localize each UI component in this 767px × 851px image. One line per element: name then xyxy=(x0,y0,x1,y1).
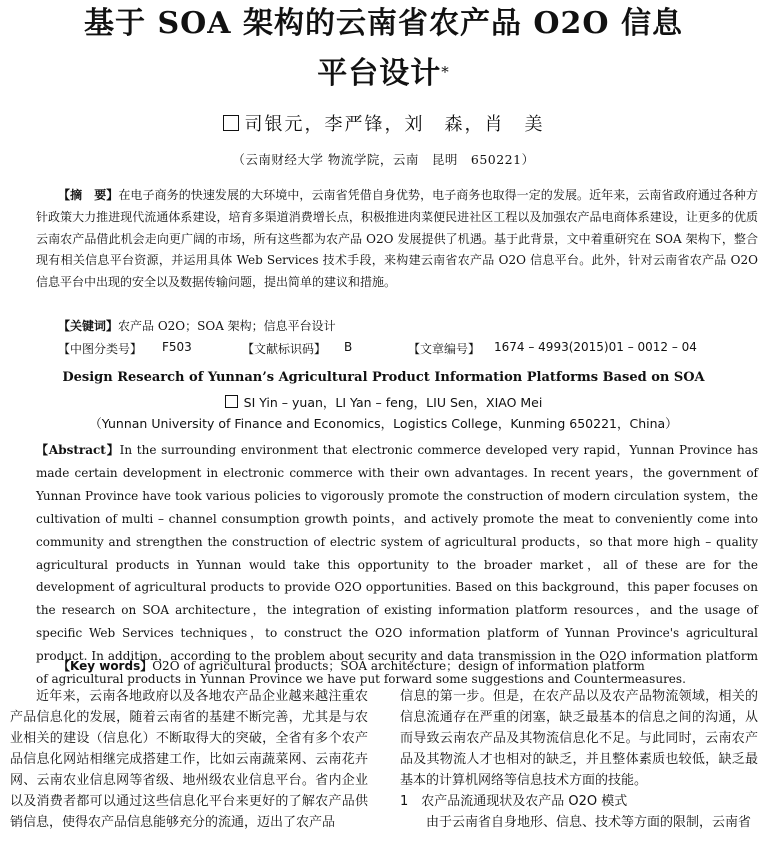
abstract-en-text: In the surrounding environment that electronic commerce developed very rapid，Yunnan Province has made certain development in electronic commerce with their own advantages. In recent years，the government of Yunnan Province have took various policies to vigorously promote the construction of modern circulation system，the cultivation of multi – channel consumption growth points，and actively promote the meat to conveniently come into community and strengthen the construction of electric system of agricultural products，so that more high – quality agricultural products in Yunnan would take this opportunity to the broader market，all of these are for the development of agricultural products to provide O2O opportunities. Based on this background，this paper focuses on the research on SOA architecture，the integration of existing information platform resources，and the usage of specific Web Services techniques，to construct the O2O information platform of Yunnan Province's agricultural product. In addition，according to the problem about security and data transmission in the O2O information platform of agricultural products in Yunnan Province we have put forward some suggestions and Countermeasures. xyxy=(36,443,758,687)
doc-code-label: 【文献标识码】 xyxy=(242,342,327,356)
clc-label: 【中图分类号】 xyxy=(58,342,143,356)
author-line xyxy=(0,110,767,136)
english-affiliation: （Yunnan University of Finance and Economics，Logistics College，Kunming 650221，China） xyxy=(89,416,678,431)
keywords-en xyxy=(58,657,645,674)
body-right-paragraph-1: 信息的第一步。但是，在农产品以及农产品物流领域，相关的信息流通存在严重的闭塞，缺乏最基本的信息之间的沟通，从而导致云南农产品及其物流信息化不足。与此同时，云南农产品及其物流人才也相对的缺乏，并且整体素质也较低，缺乏最基本的计算机网络等信息技术方面的技能。 xyxy=(400,689,758,788)
abstract-cn-text: 在电子商务的快速发展的大环境中，云南省凭借自身优势，电子商务也取得一定的发展。近年来，云南省政府通过各种方针政策大力推进现代流通体系建设，培育多渠道消费增长点，积极推进肉菜便民进社区工程以及加强农产品电商体系建设，让更多的优质云南农产品借此机会走向更广阔的市场，所有这些都为农产品 O2O 发展提供了机遇。基于此背景，文中着重研究在 SOA 架构下，整合现有相关信息平台资源，并运用具体 Web Services 技术手段，来构建云南省农产品 O2O 信息平台。此外，针对云南省农产品 O2O 信息平台中出现的安全以及数据传输问题，提出简单的建议和措施。 xyxy=(36,188,758,290)
body-right-column xyxy=(400,686,758,833)
footnote-mark: * xyxy=(441,63,450,81)
article-number-label: 【文章编号】 xyxy=(408,342,481,356)
english-author-line xyxy=(0,393,767,411)
english-title: Design Research of Yunnan’s Agricultural Product Information Platforms Based on SOA xyxy=(62,370,705,385)
abstract-cn-label: 【摘 要】 xyxy=(58,188,119,202)
clc-value: F503 xyxy=(162,340,192,354)
abstract-en-label: 【Abstract】 xyxy=(36,443,120,457)
keywords-cn-label: 【关键词】 xyxy=(58,319,119,333)
affiliation: （云南财经大学 物流学院，云南 昆明 650221） xyxy=(232,152,535,167)
keywords-cn xyxy=(58,317,336,334)
checkbox-square-icon xyxy=(223,115,239,131)
checkbox-square-icon xyxy=(225,395,238,408)
authors: 司银元，李严锋，刘 森，肖 美 xyxy=(244,114,545,135)
paper-title-line-2-text: 平台设计 xyxy=(317,56,442,91)
paper-title-line-1: 基于 SOA 架构的云南省农产品 O2O 信息 xyxy=(84,6,683,41)
abstract-en xyxy=(36,439,758,691)
body-left-column: 近年来，云南各地政府以及各地农产品企业越来越注重农产品信息化的发展，随着云南省的基建不断完善，尤其是与农业相关的建设（信息化）不断取得大的突破，全省有多个农产品信息化网站相继完成搭建工作，比如云南蔬菜网、云南花卉网、云南农业信息网等省级、地州级农业信息平台。省内企业以及消费者都可以通过这些信息化平台来更好的了解农产品供销信息，使得农产品信息能够充分的流通，迈出了农产品 xyxy=(10,689,368,830)
abstract-cn xyxy=(36,185,758,294)
keywords-en-text: O2O of agricultural products；SOA architecture；design of information platform xyxy=(152,659,645,673)
paper-title-line-2 xyxy=(0,54,767,94)
keywords-cn-text: 农产品 O2O；SOA 架构；信息平台设计 xyxy=(118,319,336,333)
section-heading: 1 农产品流通现状及农产品 O2O 模式 xyxy=(400,794,628,809)
english-authors: SI Yin – yuan，LI Yan – feng，LIU Sen，XIAO Mei xyxy=(243,395,543,410)
doc-code-value: B xyxy=(344,340,353,354)
article-number-value: 1674 – 4993(2015)01 – 0012 – 04 xyxy=(494,340,697,354)
keywords-en-label: 【Key words】 xyxy=(58,659,153,673)
body-right-paragraph-2: 由于云南省自身地形、信息、技术等方面的限制，云南省 xyxy=(426,815,752,830)
